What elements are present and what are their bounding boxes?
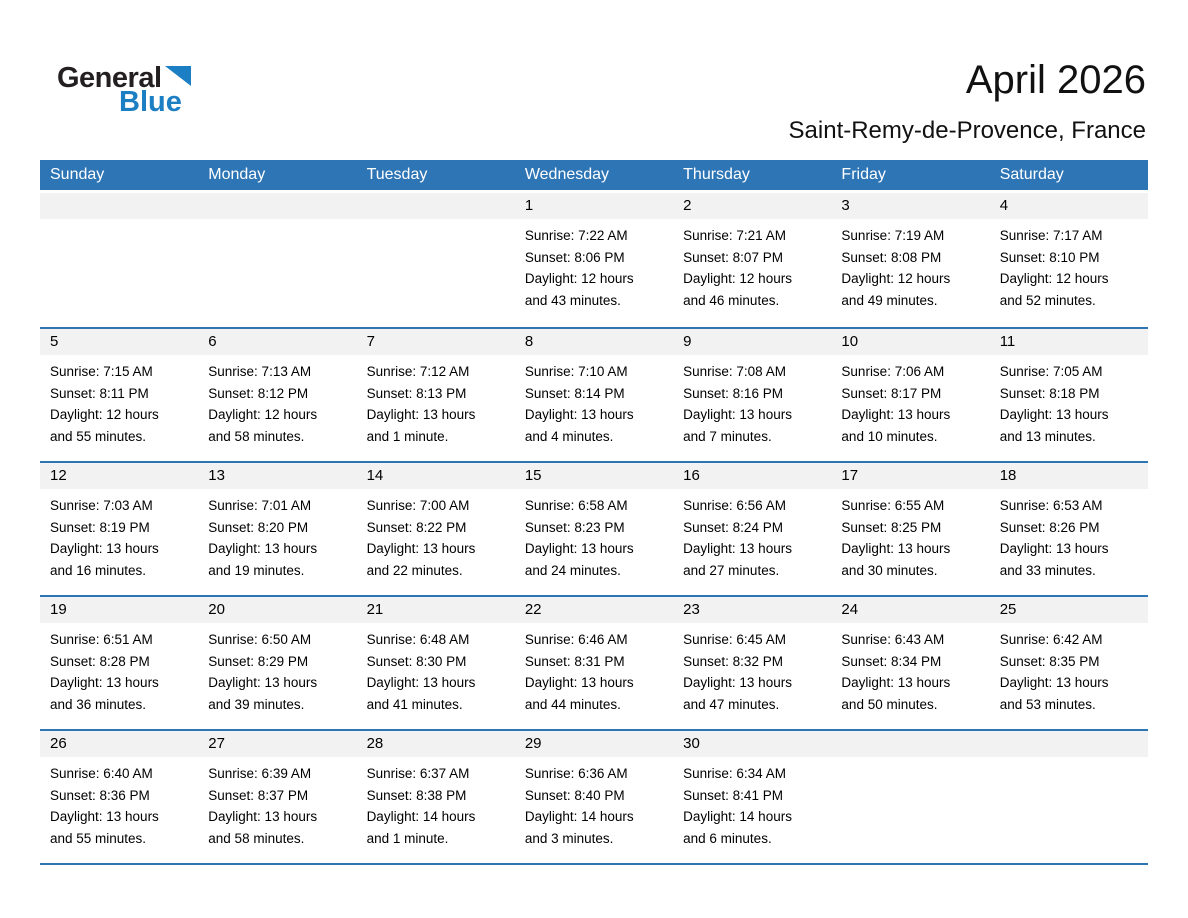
sunset-text: Sunset: 8:17 PM	[841, 385, 942, 401]
day-number: 14	[357, 463, 515, 489]
cell-body	[515, 623, 673, 715]
day-number	[40, 193, 198, 219]
calendar-cell	[515, 731, 673, 863]
weekday-thursday: Thursday	[683, 166, 750, 183]
daylight-text: Daylight: 14 hours	[366, 809, 476, 824]
sunset-text: Sunset: 8:08 PM	[841, 249, 942, 265]
daylight-text: and 13 minutes.	[999, 428, 1096, 444]
sunrise-text: Sunrise: 7:06 AM	[841, 364, 945, 379]
day-number: 5	[40, 329, 198, 355]
cell-body	[357, 489, 515, 581]
daylight-text: Daylight: 13 hours	[524, 541, 634, 556]
sunset-text: Sunset: 8:23 PM	[524, 519, 625, 535]
sunrise-text: Sunrise: 6:58 AM	[524, 498, 628, 513]
calendar-cell	[673, 329, 831, 461]
sunrise-text: Sunrise: 7:13 AM	[208, 364, 312, 379]
day-number: 9	[673, 329, 831, 355]
weekday-header-row	[40, 160, 1148, 190]
sunrise-text: Sunrise: 6:45 AM	[683, 632, 786, 647]
cell-body	[990, 757, 1148, 763]
sunrise-text: Sunrise: 6:34 AM	[683, 766, 786, 781]
sunset-text: Sunset: 8:06 PM	[524, 249, 625, 265]
sunset-text: Sunset: 8:31 PM	[524, 653, 625, 669]
calendar-week-row	[40, 461, 1148, 595]
daylight-text: Daylight: 12 hours	[524, 271, 634, 286]
daylight-text: and 41 minutes.	[366, 696, 463, 712]
sunrise-text: Sunrise: 7:12 AM	[366, 364, 470, 379]
calendar-cell	[357, 731, 515, 863]
daylight-text: and 6 minutes.	[683, 830, 772, 846]
sunset-text: Sunset: 8:22 PM	[366, 519, 467, 535]
day-number: 24	[831, 597, 989, 623]
daylight-text: Daylight: 13 hours	[208, 809, 318, 824]
sunset-text: Sunset: 8:16 PM	[683, 385, 783, 401]
day-number: 19	[40, 597, 198, 623]
sunrise-text: Sunrise: 7:08 AM	[683, 364, 786, 379]
sunset-text: Sunset: 8:12 PM	[208, 385, 309, 401]
cell-body	[198, 219, 356, 225]
weekday-sunday: Sunday	[50, 166, 105, 183]
cell-body	[831, 623, 989, 715]
day-number: 15	[515, 463, 673, 489]
calendar-cell	[198, 731, 356, 863]
cell-body	[40, 355, 198, 447]
sunrise-text: Sunrise: 6:48 AM	[366, 632, 470, 647]
sunrise-text: Sunrise: 6:39 AM	[208, 766, 312, 781]
calendar-cell	[40, 463, 198, 595]
cell-body	[515, 355, 673, 447]
sunrise-text: Sunrise: 7:21 AM	[683, 228, 786, 243]
calendar-cell-empty	[357, 193, 515, 327]
daylight-text: Daylight: 14 hours	[683, 809, 792, 824]
cell-body	[40, 219, 198, 225]
daylight-text: Daylight: 12 hours	[683, 271, 792, 286]
cell-body	[673, 757, 831, 849]
daylight-text: and 24 minutes.	[524, 562, 621, 578]
calendar-cell	[990, 597, 1148, 729]
sunset-text: Sunset: 8:36 PM	[50, 787, 150, 803]
calendar-cell	[673, 193, 831, 327]
cell-body	[198, 757, 356, 849]
day-number: 21	[357, 597, 515, 623]
daylight-text: and 27 minutes.	[683, 562, 780, 578]
calendar-cell	[515, 597, 673, 729]
cell-body	[515, 219, 673, 311]
daylight-text: Daylight: 14 hours	[524, 809, 634, 824]
calendar-cell	[198, 597, 356, 729]
sunrise-text: Sunrise: 6:46 AM	[524, 632, 628, 647]
sunrise-text: Sunrise: 6:40 AM	[50, 766, 153, 781]
sunset-text: Sunset: 8:34 PM	[841, 653, 942, 669]
cell-body	[198, 623, 356, 715]
daylight-text: and 44 minutes.	[524, 696, 621, 712]
day-number	[198, 193, 356, 219]
daylight-text: Daylight: 12 hours	[208, 407, 318, 422]
daylight-text: Daylight: 13 hours	[841, 675, 951, 690]
sunrise-text: Sunrise: 6:43 AM	[841, 632, 945, 647]
daylight-text: Daylight: 13 hours	[683, 675, 792, 690]
daylight-text: and 55 minutes.	[50, 428, 147, 444]
daylight-text: Daylight: 13 hours	[366, 675, 476, 690]
sunrise-text: Sunrise: 6:37 AM	[366, 766, 470, 781]
calendar-cell	[831, 463, 989, 595]
daylight-text: and 53 minutes.	[999, 696, 1096, 712]
day-number: 3	[831, 193, 989, 219]
day-number: 4	[990, 193, 1148, 219]
daylight-text: Daylight: 13 hours	[841, 407, 951, 422]
day-number: 12	[40, 463, 198, 489]
sunset-text: Sunset: 8:41 PM	[683, 787, 783, 803]
sunset-text: Sunset: 8:40 PM	[524, 787, 625, 803]
day-number: 10	[831, 329, 989, 355]
sunrise-text: Sunrise: 7:05 AM	[999, 364, 1103, 379]
sunrise-text: Sunrise: 7:22 AM	[524, 228, 628, 243]
sunset-text: Sunset: 8:30 PM	[366, 653, 467, 669]
daylight-text: Daylight: 12 hours	[841, 271, 951, 286]
daylight-text: Daylight: 13 hours	[50, 675, 159, 690]
sunrise-text: Sunrise: 7:00 AM	[366, 498, 470, 513]
sunrise-text: Sunrise: 7:03 AM	[50, 498, 153, 513]
sunrise-text: Sunrise: 7:01 AM	[208, 498, 312, 513]
cell-body	[357, 623, 515, 715]
daylight-text: Daylight: 13 hours	[366, 541, 476, 556]
sunset-text: Sunset: 8:26 PM	[999, 519, 1100, 535]
daylight-text: and 43 minutes.	[524, 292, 621, 308]
daylight-text: and 1 minute.	[366, 830, 449, 846]
daylight-text: Daylight: 13 hours	[208, 541, 318, 556]
daylight-text: and 55 minutes.	[50, 830, 147, 846]
calendar-cell	[40, 731, 198, 863]
sunset-text: Sunset: 8:38 PM	[366, 787, 467, 803]
sunset-text: Sunset: 8:28 PM	[50, 653, 150, 669]
sunrise-text: Sunrise: 6:55 AM	[841, 498, 945, 513]
cell-body	[515, 757, 673, 849]
weekday-tuesday: Tuesday	[366, 166, 428, 183]
day-number: 30	[673, 731, 831, 757]
cell-body	[990, 219, 1148, 311]
sunrise-text: Sunrise: 7:17 AM	[999, 228, 1103, 243]
daylight-text: and 30 minutes.	[841, 562, 938, 578]
weekday-wednesday: Wednesday	[524, 166, 610, 183]
sunset-text: Sunset: 8:20 PM	[208, 519, 309, 535]
day-number: 11	[990, 329, 1148, 355]
cell-body	[673, 219, 831, 311]
sunset-text: Sunset: 8:29 PM	[208, 653, 309, 669]
calendar-cell	[831, 329, 989, 461]
calendar-cell	[357, 597, 515, 729]
page-title: April 2026	[965, 58, 1146, 102]
daylight-text: Daylight: 13 hours	[50, 541, 159, 556]
daylight-text: Daylight: 12 hours	[50, 407, 159, 422]
day-number: 28	[357, 731, 515, 757]
page-subtitle: Saint-Remy-de-Provence, France	[788, 117, 1146, 144]
weekday-saturday: Saturday	[999, 166, 1064, 183]
daylight-text: and 4 minutes.	[524, 428, 614, 444]
calendar-cell	[515, 463, 673, 595]
daylight-text: Daylight: 13 hours	[999, 675, 1109, 690]
calendar-cell	[357, 329, 515, 461]
sunset-text: Sunset: 8:07 PM	[683, 249, 783, 265]
day-number	[990, 731, 1148, 757]
cell-body	[40, 757, 198, 849]
day-number: 6	[198, 329, 356, 355]
daylight-text: and 7 minutes.	[683, 428, 772, 444]
sunset-text: Sunset: 8:32 PM	[683, 653, 783, 669]
daylight-text: Daylight: 13 hours	[999, 407, 1109, 422]
day-number: 25	[990, 597, 1148, 623]
daylight-text: and 10 minutes.	[841, 428, 938, 444]
daylight-text: and 16 minutes.	[50, 562, 147, 578]
calendar-cell	[515, 193, 673, 327]
calendar-cell	[831, 597, 989, 729]
calendar-week-row	[40, 729, 1148, 863]
daylight-text: Daylight: 13 hours	[50, 809, 159, 824]
calendar-cell	[40, 597, 198, 729]
sunset-text: Sunset: 8:14 PM	[524, 385, 625, 401]
calendar-cell	[515, 329, 673, 461]
logo-triangle-icon	[164, 65, 192, 87]
day-number: 13	[198, 463, 356, 489]
sunrise-text: Sunrise: 7:10 AM	[524, 364, 628, 379]
sunset-text: Sunset: 8:19 PM	[50, 519, 150, 535]
cell-body	[515, 489, 673, 581]
day-number: 29	[515, 731, 673, 757]
daylight-text: Daylight: 13 hours	[999, 541, 1109, 556]
sunset-text: Sunset: 8:37 PM	[208, 787, 309, 803]
daylight-text: Daylight: 13 hours	[208, 675, 318, 690]
calendar-week-row	[40, 595, 1148, 729]
day-number: 16	[673, 463, 831, 489]
day-number: 8	[515, 329, 673, 355]
cell-body	[357, 757, 515, 849]
weekday-monday: Monday	[208, 166, 266, 183]
daylight-text: and 47 minutes.	[683, 696, 780, 712]
page-header	[0, 0, 1188, 160]
calendar-cell	[831, 193, 989, 327]
calendar-cell-empty	[40, 193, 198, 327]
sunset-text: Sunset: 8:10 PM	[999, 249, 1100, 265]
sunset-text: Sunset: 8:11 PM	[50, 385, 149, 401]
sunrise-text: Sunrise: 6:51 AM	[50, 632, 153, 647]
logo-text-general: General	[57, 62, 162, 94]
calendar-cell	[673, 731, 831, 863]
daylight-text: and 52 minutes.	[999, 292, 1096, 308]
daylight-text: and 46 minutes.	[683, 292, 780, 308]
daylight-text: and 50 minutes.	[841, 696, 938, 712]
day-number: 2	[673, 193, 831, 219]
cell-body	[831, 355, 989, 447]
cell-body	[673, 489, 831, 581]
calendar-cell	[990, 463, 1148, 595]
sunrise-text: Sunrise: 6:53 AM	[999, 498, 1103, 513]
day-number: 22	[515, 597, 673, 623]
calendar-cell	[198, 463, 356, 595]
calendar-cell	[990, 329, 1148, 461]
cell-body	[990, 623, 1148, 715]
day-number: 23	[673, 597, 831, 623]
daylight-text: and 33 minutes.	[999, 562, 1096, 578]
sunset-text: Sunset: 8:25 PM	[841, 519, 942, 535]
day-number: 18	[990, 463, 1148, 489]
daylight-text: Daylight: 12 hours	[999, 271, 1109, 286]
day-number: 7	[357, 329, 515, 355]
calendar-cell	[198, 329, 356, 461]
cell-body	[673, 355, 831, 447]
daylight-text: Daylight: 13 hours	[524, 675, 634, 690]
logo-text-blue: Blue	[119, 86, 182, 118]
day-number	[357, 193, 515, 219]
calendar-cell	[990, 193, 1148, 327]
daylight-text: Daylight: 13 hours	[841, 541, 951, 556]
sunset-text: Sunset: 8:18 PM	[999, 385, 1100, 401]
sunrise-text: Sunrise: 7:19 AM	[841, 228, 945, 243]
day-number: 27	[198, 731, 356, 757]
daylight-text: and 58 minutes.	[208, 830, 305, 846]
cell-body	[357, 355, 515, 447]
cell-body	[40, 489, 198, 581]
calendar-cell	[40, 329, 198, 461]
daylight-text: Daylight: 13 hours	[683, 541, 792, 556]
day-number: 1	[515, 193, 673, 219]
general-blue-logo	[57, 62, 217, 119]
daylight-text: and 36 minutes.	[50, 696, 147, 712]
title-block	[789, 58, 1146, 145]
cell-body	[831, 219, 989, 311]
calendar	[40, 160, 1148, 865]
daylight-text: and 49 minutes.	[841, 292, 938, 308]
day-number: 20	[198, 597, 356, 623]
calendar-weeks	[40, 193, 1148, 865]
sunrise-text: Sunrise: 6:42 AM	[999, 632, 1103, 647]
daylight-text: and 19 minutes.	[208, 562, 305, 578]
cell-body	[673, 623, 831, 715]
calendar-week-row	[40, 327, 1148, 461]
calendar-cell-empty	[198, 193, 356, 327]
sunrise-text: Sunrise: 7:15 AM	[50, 364, 153, 379]
day-number	[831, 731, 989, 757]
daylight-text: and 58 minutes.	[208, 428, 305, 444]
daylight-text: and 22 minutes.	[366, 562, 463, 578]
daylight-text: Daylight: 13 hours	[524, 407, 634, 422]
cell-body	[40, 623, 198, 715]
calendar-cell	[673, 597, 831, 729]
calendar-cell	[357, 463, 515, 595]
sunrise-text: Sunrise: 6:56 AM	[683, 498, 786, 513]
cell-body	[990, 489, 1148, 581]
daylight-text: and 39 minutes.	[208, 696, 305, 712]
calendar-cell-empty	[831, 731, 989, 863]
cell-body	[198, 355, 356, 447]
weekday-friday: Friday	[841, 166, 886, 183]
calendar-week-row	[40, 193, 1148, 327]
cell-body	[831, 757, 989, 763]
day-number: 17	[831, 463, 989, 489]
sunrise-text: Sunrise: 6:36 AM	[524, 766, 628, 781]
daylight-text: and 1 minute.	[366, 428, 449, 444]
cell-body	[990, 355, 1148, 447]
daylight-text: Daylight: 13 hours	[683, 407, 792, 422]
daylight-text: Daylight: 13 hours	[366, 407, 476, 422]
sunset-text: Sunset: 8:35 PM	[999, 653, 1100, 669]
cell-body	[831, 489, 989, 581]
cell-body	[198, 489, 356, 581]
cell-body	[357, 219, 515, 225]
calendar-cell	[673, 463, 831, 595]
day-number: 26	[40, 731, 198, 757]
calendar-cell-empty	[990, 731, 1148, 863]
sunrise-text: Sunrise: 6:50 AM	[208, 632, 312, 647]
sunset-text: Sunset: 8:24 PM	[683, 519, 783, 535]
sunset-text: Sunset: 8:13 PM	[366, 385, 467, 401]
daylight-text: and 3 minutes.	[524, 830, 614, 846]
